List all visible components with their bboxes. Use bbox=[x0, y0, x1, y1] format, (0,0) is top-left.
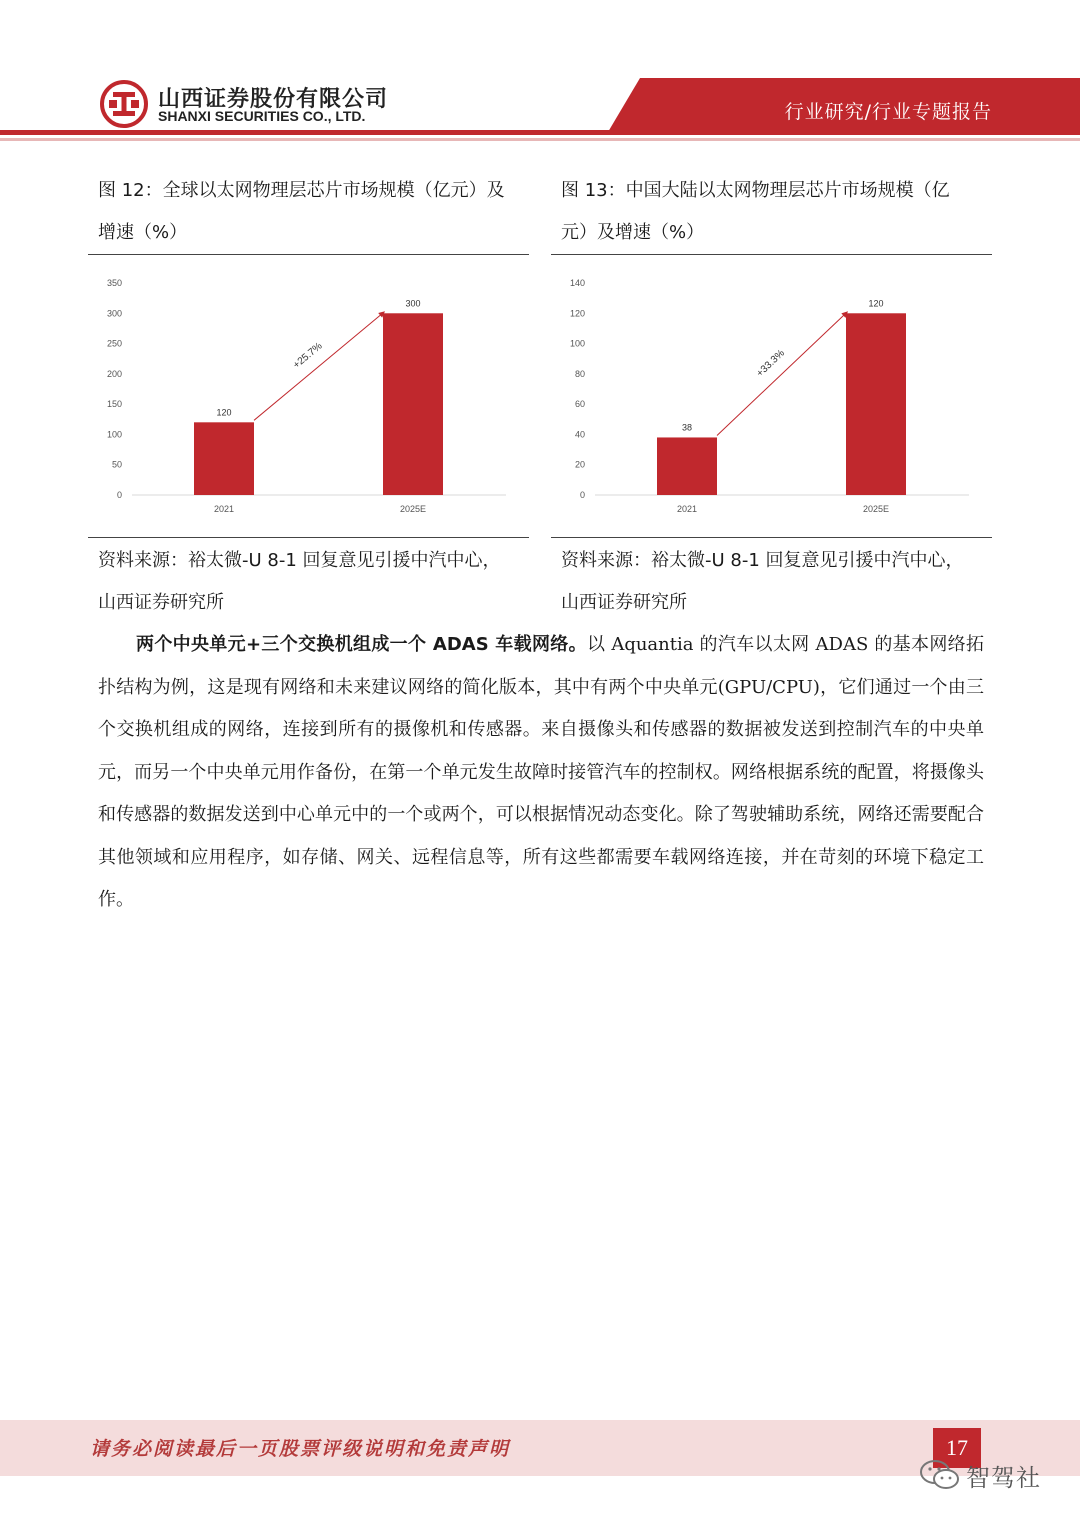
page-number: 17 bbox=[933, 1428, 981, 1468]
y-tick-label: 0 bbox=[116, 490, 122, 500]
body-paragraph bbox=[98, 624, 984, 922]
bar-value-label: 120 bbox=[868, 298, 884, 309]
figure-12-source bbox=[98, 540, 528, 624]
y-tick-label: 40 bbox=[574, 429, 585, 440]
figure-13-caption-line1: 图 13：中国大陆以太网物理层芯片市场规模（亿 bbox=[561, 180, 950, 201]
footer-disclaimer: 请务必阅读最后一页股票评级说明和免责声明 bbox=[90, 1438, 511, 1460]
bar-2025E bbox=[846, 313, 906, 495]
y-tick-label: 350 bbox=[106, 278, 122, 288]
figure-12-bottom-rule bbox=[88, 537, 529, 538]
figure-13-source bbox=[561, 540, 991, 624]
y-tick-label: 140 bbox=[569, 278, 585, 288]
x-tick-label: 2025E bbox=[862, 504, 890, 514]
bar-2021 bbox=[194, 422, 254, 495]
report-type-label: 行业研究/行业专题报告 bbox=[784, 101, 992, 123]
bar-2025E bbox=[383, 313, 443, 495]
figure-12-caption-line1: 图 12：全球以太网物理层芯片市场规模（亿元）及 bbox=[98, 180, 505, 201]
body-text: 以 Aquantia 的汽车以太网 ADAS 的基本网络拓扑结构为例，这是现有网络和未来建议网络的简化版本，其中有两个中央单元(GPU/CPU)，它们通过一个由三个交换机组成的网络，连接到所有的摄像机和传感器。来自摄像头和传感器的数据被发送到控制汽车的中央单元，而另一个中央单元用作备份，在第一个单元发生故障时接管汽车的控制权。网络根据系统的配置，将摄像头和传感器的数据发送到中心单元中的一个或两个，可以根据情况动态变化。除了驾驶辅助系统，网络还需要配合其他领域和应用程序，如存储、网关、远程信息等，所有这些都需要车载网络连接，并在苛刻的环境下稳定工作。 bbox=[98, 634, 984, 910]
figure-13-bottom-rule bbox=[551, 537, 992, 538]
body-lead-bold: 两个中央单元+三个交换机组成一个 ADAS 车载网络。 bbox=[136, 634, 587, 655]
bar-2021 bbox=[657, 437, 717, 495]
figure-12-top-rule bbox=[88, 254, 529, 255]
x-tick-label: 2021 bbox=[676, 504, 698, 514]
figure-13-source-line1: 资料来源：裕太微-U 8-1 回复意见引援中汽中心， bbox=[561, 550, 964, 571]
figure-13-caption-line2: 元）及增速（%） bbox=[561, 222, 705, 243]
figure-12-source-line2: 山西证券研究所 bbox=[98, 592, 224, 613]
figure-12-caption bbox=[98, 170, 528, 254]
figure-13-top-rule bbox=[551, 254, 992, 255]
y-tick-label: 60 bbox=[574, 399, 585, 410]
y-tick-label: 150 bbox=[106, 399, 122, 410]
figure-13-source-line2: 山西证券研究所 bbox=[561, 592, 687, 613]
figure-12-caption-line2: 增速（%） bbox=[98, 222, 188, 243]
company-name-en: SHANXI SECURITIES CO., LTD. bbox=[158, 108, 366, 124]
bar-value-label: 120 bbox=[216, 407, 232, 418]
figure-12-chart bbox=[88, 262, 529, 532]
growth-annotation: +25.7% bbox=[291, 340, 325, 372]
bar-value-label: 38 bbox=[681, 422, 693, 433]
x-tick-label: 2021 bbox=[213, 504, 235, 514]
company-name-cn: 山西证券股份有限公司 bbox=[158, 87, 389, 112]
page-header bbox=[0, 0, 1080, 150]
y-tick-label: 80 bbox=[574, 368, 585, 379]
x-tick-label: 2025E bbox=[399, 504, 427, 514]
figure-12-source-line1: 资料来源：裕太微-U 8-1 回复意见引援中汽中心， bbox=[98, 550, 501, 571]
growth-arrow-line bbox=[254, 315, 380, 420]
y-tick-label: 100 bbox=[106, 429, 122, 440]
y-tick-label: 200 bbox=[106, 368, 122, 379]
figure-13-caption bbox=[561, 170, 991, 254]
y-tick-label: 20 bbox=[574, 459, 585, 470]
bar-value-label: 300 bbox=[405, 298, 421, 309]
figure-13-chart bbox=[551, 262, 992, 532]
y-tick-label: 100 bbox=[569, 338, 585, 349]
growth-annotation: +33.3% bbox=[754, 347, 787, 380]
y-tick-label: 0 bbox=[579, 490, 585, 500]
y-tick-label: 120 bbox=[569, 308, 585, 319]
y-tick-label: 300 bbox=[106, 308, 122, 319]
watermark-text: 智驾社 bbox=[966, 1464, 1041, 1492]
growth-arrow-line bbox=[717, 315, 844, 435]
wechat-icon bbox=[918, 1458, 962, 1492]
y-tick-label: 250 bbox=[106, 338, 122, 349]
y-tick-label: 50 bbox=[111, 459, 122, 470]
company-logo-icon bbox=[100, 80, 148, 128]
